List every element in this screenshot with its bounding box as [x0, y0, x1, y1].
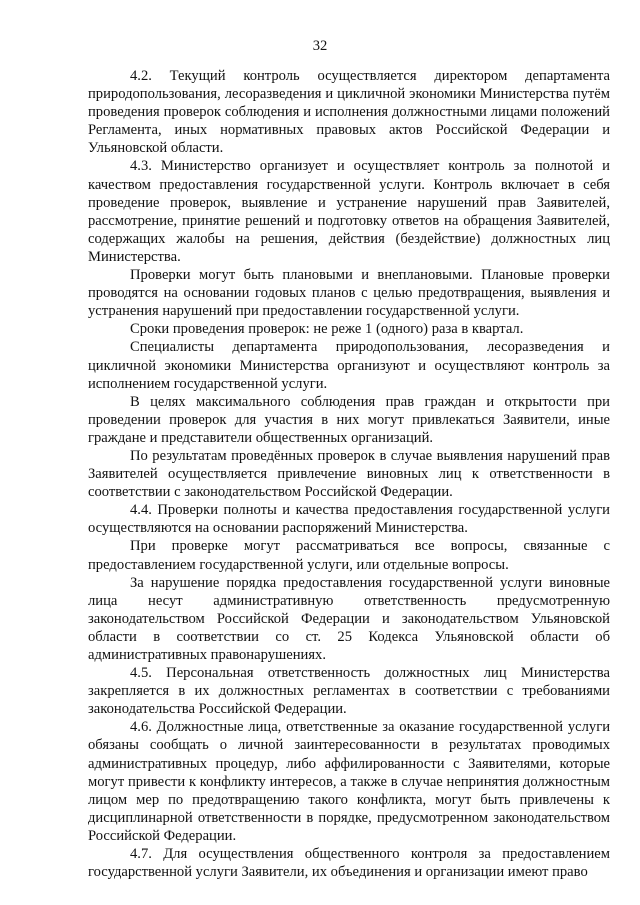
paragraph-4-4: 4.4. Проверки полноты и качества предоставления государственной услуги осуществляются на основании распоряжений Министерства. [88, 502, 610, 537]
paragraph-4-6: 4.6. Должностные лица, ответственные за оказание государственной услуги обязаны сообщать о личной заинтересованности в результатах проводимых административных процедур, либо аффилированности с Заявителями, которые могут привести к конфликту интересов, а также в случае непринятия должностным лицом мер по предотвращению такого конфликта, могут быть привлечены к дисциплинарной ответственности в порядке, предусмотренном законодательством Российской Федерации. [88, 719, 610, 844]
paragraph-inspection-results: По результатам проведённых проверок в случае выявления нарушений прав Заявителей осуществляется привлечение виновных лиц к ответственности в соответствии с законодательством Российской Федерации. [88, 447, 610, 501]
paragraph-inspection-scope: При проверке могут рассматриваться все вопросы, связанные с предоставлением государственной услуги, или отдельные вопросы. [88, 538, 610, 573]
paragraph-inspection-schedule: Сроки проведения проверок: не реже 1 (одного) раза в квартал. [130, 321, 524, 338]
paragraph-citizen-participation: В целях максимального соблюдения прав граждан и открытости при проведении проверок для участия в них могут привлекаться Заявители, иные граждане и представители общественных организаций. [88, 393, 610, 446]
paragraph-liability: За нарушение порядка предоставления государственной услуги виновные лица несут административную ответственность предусмотренную законодательством Российской Федерации и законодательством Ульяновской области в соответствии со ст. 25 Кодекса Ульяновской области об административных правонарушениях. [88, 574, 610, 663]
paragraph-4-5: 4.5. Персональная ответственность должностных лиц Министерства закрепляется в их должностных регламентах в соответствии с требованиями законодательства Российской Федерации. [88, 665, 610, 718]
paragraph-specialists: Специалисты департамента природопользования, лесоразведения и цикличной экономики Министерства организуют и осуществляют контроль за исполнением государственной услуги. [88, 339, 610, 392]
paragraph-4-3: 4.3. Министерство организует и осуществляет контроль за полнотой и качеством предоставления государственной услуги. Контроль включает в себя проведение проверок, выявление и устранение нарушений прав Заявителей, рассмотрение, принятие решений и подготовку ответов на обращения Заявителей, содержащих жалобы на решения, действия (бездействие) должностных лиц Министерства. [88, 158, 610, 265]
paragraph-inspection-types: Проверки могут быть плановыми и внеплановыми. Плановые проверки проводятся на основании годовых планов с целью предотвращения, выявления и устранения нарушений при предоставлении государственной услуги. [88, 267, 610, 320]
paragraph-4-2: 4.2. Текущий контроль осуществляется директором департамента природопользования, лесоразведения и цикличной экономики Министерства путём проведения проверок соблюдения и исполнения должностными лицами положений Регламента, иных нормативных правовых актов Российской Федерации и Ульяновской области. [88, 68, 610, 157]
page-number: 32 [312, 38, 328, 54]
document-body [88, 67, 610, 881]
paragraph-4-7: 4.7. Для осуществления общественного контроля за предоставлением государственной услуги Заявители, их объединения и организации имеют право [88, 846, 610, 881]
